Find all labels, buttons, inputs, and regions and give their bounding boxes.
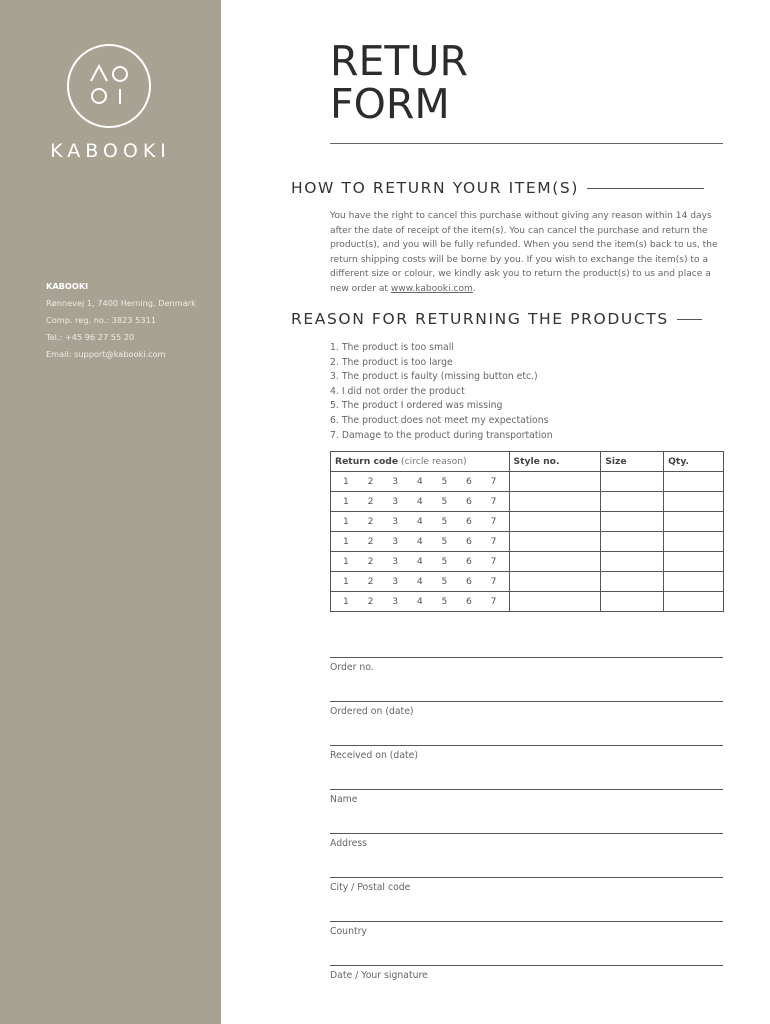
return-code-option[interactable]: 6 (466, 536, 472, 547)
return-code-option[interactable]: 7 (490, 576, 497, 587)
return-code-option[interactable]: 1 (343, 596, 349, 607)
title-line-2: FORM (330, 80, 450, 128)
return-code-cell (331, 512, 510, 532)
field-line[interactable] (330, 657, 723, 658)
form-field[interactable] (330, 921, 723, 937)
reason-item: 1. The product is too small (330, 342, 454, 353)
field-line[interactable] (330, 921, 723, 922)
style-cell[interactable] (509, 572, 601, 592)
return-code-option[interactable]: 4 (416, 576, 423, 587)
return-code-option[interactable]: 1 (343, 576, 349, 587)
header-return-code-label: Return code (335, 456, 399, 467)
field-label: Received on (date) (330, 750, 419, 761)
field-line[interactable] (330, 745, 723, 746)
return-code-option[interactable]: 5 (441, 556, 448, 567)
how-to-heading-text: HOW TO RETURN YOUR ITEM(S) (291, 179, 579, 197)
table-row (331, 592, 724, 612)
style-cell[interactable] (509, 552, 601, 572)
field-line[interactable] (330, 965, 723, 966)
reason-item: 3. The product is faulty (missing button etc.) (330, 371, 538, 383)
size-cell[interactable] (601, 552, 664, 572)
field-label: City / Postal code (330, 882, 411, 893)
return-code-option[interactable]: 3 (392, 476, 399, 487)
reasons-heading (291, 310, 702, 328)
return-code-option[interactable]: 2 (367, 496, 374, 507)
return-code-option[interactable]: 5 (441, 476, 448, 487)
return-code-option[interactable]: 3 (392, 596, 399, 607)
contact-company: KABOOKI (46, 281, 89, 291)
style-cell[interactable] (509, 492, 601, 512)
sidebar (0, 0, 221, 1024)
how-to-heading (291, 179, 704, 197)
size-cell[interactable] (601, 472, 664, 492)
return-code-option[interactable]: 5 (441, 576, 448, 587)
return-code-option[interactable]: 7 (490, 596, 497, 607)
return-code-option[interactable]: 6 (466, 556, 472, 567)
return-code-option[interactable]: 2 (367, 476, 374, 487)
return-table (330, 451, 724, 612)
return-code-option[interactable]: 4 (416, 556, 423, 567)
return-code-option[interactable]: 3 (392, 536, 399, 547)
header-qty: Qty. (664, 452, 724, 472)
qty-cell[interactable] (664, 492, 724, 512)
return-code-options (331, 476, 509, 487)
return-code-option[interactable]: 5 (441, 536, 448, 547)
field-label: Name (330, 794, 358, 805)
return-code-option[interactable]: 3 (392, 516, 399, 527)
form-field[interactable] (330, 745, 723, 761)
contact-tel: Tel.: +45 96 27 55 20 (46, 332, 135, 342)
header-style: Style no. (509, 452, 601, 472)
return-code-option[interactable]: 2 (367, 556, 374, 567)
return-code-options (331, 496, 509, 507)
table-row (331, 512, 724, 532)
qty-cell[interactable] (664, 552, 724, 572)
form-field[interactable] (330, 657, 723, 673)
contact-address: Rønnevej 1, 7400 Herning, Denmark (46, 298, 196, 308)
return-code-option[interactable]: 4 (416, 516, 423, 527)
return-code-option[interactable]: 4 (416, 536, 423, 547)
return-code-cell (331, 572, 510, 592)
how-to-paragraph (330, 209, 725, 297)
return-code-option[interactable]: 7 (490, 516, 497, 527)
contact-email: Email: support@kabooki.com (46, 349, 166, 359)
reason-item: 7. Damage to the product during transportation (330, 429, 553, 441)
return-code-option[interactable]: 6 (466, 596, 472, 607)
return-code-cell (331, 552, 510, 572)
reasons-heading-rule (677, 319, 702, 320)
form-field[interactable] (330, 965, 723, 981)
table-row (331, 572, 724, 592)
return-code-option[interactable]: 5 (441, 596, 448, 607)
return-code-options (331, 596, 509, 607)
table-row (331, 472, 724, 492)
return-code-option[interactable]: 6 (466, 516, 472, 527)
contact-comp-reg: Comp. reg. no.: 3823 5311 (46, 315, 157, 325)
reasons-heading-text: REASON FOR RETURNING THE PRODUCTS (291, 310, 669, 328)
return-code-option[interactable]: 7 (490, 556, 497, 567)
how-to-heading-rule (587, 188, 704, 189)
return-code-option[interactable]: 1 (343, 496, 349, 507)
return-code-option[interactable]: 2 (367, 516, 374, 527)
table-header-row (331, 452, 724, 472)
return-code-option[interactable]: 4 (416, 596, 423, 607)
return-code-option[interactable]: 6 (466, 476, 472, 487)
return-code-option[interactable]: 3 (392, 496, 399, 507)
size-cell[interactable] (601, 572, 664, 592)
return-code-cell (331, 532, 510, 552)
style-cell[interactable] (509, 532, 601, 552)
field-line[interactable] (330, 789, 723, 790)
size-cell[interactable] (601, 592, 664, 612)
field-label: Date / Your signature (330, 970, 428, 981)
field-label: Country (330, 926, 367, 937)
reason-item: 5. The product I ordered was missing (330, 400, 503, 412)
return-code-option[interactable]: 7 (490, 536, 497, 547)
reason-item: 4. I did not order the product (330, 385, 465, 397)
table-row (331, 532, 724, 552)
return-code-option[interactable]: 3 (392, 556, 399, 567)
website-link[interactable]: www.kabooki.com (390, 283, 473, 294)
form-field[interactable] (330, 877, 723, 893)
field-line[interactable] (330, 701, 723, 702)
form-field[interactable] (330, 701, 723, 717)
return-code-option[interactable]: 1 (343, 516, 349, 527)
reasons-list (330, 341, 553, 443)
return-code-option[interactable]: 3 (392, 576, 399, 587)
field-line[interactable] (330, 877, 723, 878)
return-code-cell (331, 592, 510, 612)
return-code-option[interactable]: 5 (441, 496, 448, 507)
return-code-option[interactable]: 2 (367, 576, 374, 587)
form-field[interactable] (330, 833, 723, 849)
brand-name: KABOOKI (50, 140, 171, 162)
return-code-option[interactable]: 7 (490, 476, 497, 487)
field-label: Address (330, 838, 368, 849)
return-code-option[interactable]: 6 (466, 576, 472, 587)
qty-cell[interactable] (664, 472, 724, 492)
qty-cell[interactable] (664, 532, 724, 552)
return-code-option[interactable]: 4 (416, 476, 423, 487)
table-row (331, 492, 724, 512)
field-line[interactable] (330, 833, 723, 834)
return-code-option[interactable]: 5 (441, 516, 448, 527)
contact-block (46, 278, 196, 363)
return-code-option[interactable]: 1 (343, 536, 349, 547)
qty-cell[interactable] (664, 512, 724, 532)
header-return-code (331, 452, 510, 472)
title-line-1: RETUR (330, 37, 468, 85)
style-cell[interactable] (509, 592, 601, 612)
return-code-option[interactable]: 1 (343, 476, 349, 487)
return-code-option[interactable]: 7 (490, 496, 497, 507)
page-title (330, 37, 468, 128)
return-code-option[interactable]: 2 (367, 596, 374, 607)
field-label: Order no. (330, 662, 374, 673)
return-code-options (331, 536, 509, 547)
style-cell[interactable] (509, 472, 601, 492)
qty-cell[interactable] (664, 592, 724, 612)
reason-item: 2. The product is too large (330, 356, 453, 368)
return-code-option[interactable]: 6 (466, 496, 472, 507)
table-row (331, 552, 724, 572)
return-code-options (331, 556, 509, 567)
field-label: Ordered on (date) (330, 706, 414, 717)
return-code-options (331, 576, 509, 587)
return-code-cell (331, 472, 510, 492)
how-to-text: You have the right to cancel this purchase without giving any reason within 14 days after the date of receipt of the item(s). You can cancel the purchase and return the product(s), and you will be fully refunded. When you send the item(s) back to us, the return shipping costs will be borne by you. If you wish to exchange the item(s) to a different size or colour, we kindly ask you to return the product(s) to us and place a new order at (330, 211, 718, 294)
return-code-options (331, 516, 509, 527)
reason-item: 6. The product does not meet my expectations (330, 414, 549, 426)
return-code-option[interactable]: 2 (367, 536, 374, 547)
size-cell[interactable] (601, 532, 664, 552)
return-code-option[interactable]: 4 (416, 496, 423, 507)
style-cell[interactable] (509, 512, 601, 532)
size-cell[interactable] (601, 512, 664, 532)
qty-cell[interactable] (664, 572, 724, 592)
return-code-cell (331, 492, 510, 512)
return-code-option[interactable]: 1 (343, 556, 349, 567)
header-size: Size (601, 452, 664, 472)
how-to-text-end: . (472, 283, 476, 294)
title-divider (330, 143, 723, 144)
header-return-code-note: (circle reason) (398, 456, 467, 467)
size-cell[interactable] (601, 492, 664, 512)
form-field[interactable] (330, 789, 723, 805)
kabooki-logo-icon (67, 44, 151, 128)
